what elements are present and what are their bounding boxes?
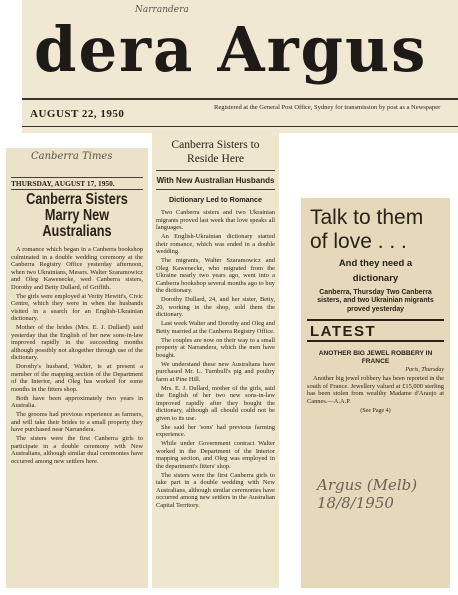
paragraph: Both have been approximately two years in Australia. [11, 394, 143, 409]
left-clipping [6, 148, 148, 588]
paragraph: While under Government contract Walter worked in the Department of the Interior mapping section, and Oleg was employed in the department's fitters' shop. [156, 440, 275, 470]
paragraph: The migrants, Walter Szaramowicz and Oleg Kawenecke, who migrated from the Ukraine nearly two years ago, went into a Canberra bookshop several months ago to buy the dictionary. [156, 257, 275, 294]
masthead-registration: Registered at the General Post Office, Sydney for transmission by post as a Newspaper [214, 104, 441, 111]
middle-subheading-2: Dictionary Led to Romance [168, 195, 263, 204]
middle-subheading: With New Australian Husbands [156, 176, 275, 185]
paragraph: The grooms had previous experience as farmers, and will take their brides to a small property they have purchased near Narrandera. [11, 411, 143, 433]
right-subheading: And they need a [338, 258, 413, 269]
paragraph: Last week Walter and Dorothy and Oleg and Betty married at the Canberra Registry Office. [156, 320, 275, 335]
paragraph: The sisters were the first Canberra girls to participate in a double ceremony with New Australians, although similar dual ceremonies have occurred among new settlers here. [11, 435, 143, 465]
paragraph: She said her 'sons' had previous farming experience. [156, 423, 275, 438]
middle-clipping [152, 130, 279, 588]
paragraph: We understand these new Australians have purchased Mr. L. Turnbull's pig and poultry farm at Pine Hill. [156, 360, 275, 383]
divider [156, 189, 275, 190]
left-headline: Canberra Sisters Marry New Australians [26, 191, 128, 240]
masthead-date: AUGUST 22, 1950 [30, 108, 125, 120]
paragraph: Dorothy Dullard, 24, and her sister, Betty, 20, working in the shop, sold them the dictionary. [156, 296, 275, 318]
paragraph: An English-Ukrainian dictionary started their romance, which was ended in a double wedding. [156, 233, 275, 255]
paragraph: The sisters were the first Canberra girls to take part in a double wedding with New Australians, although similar ceremonies have occurred among new settlers in the Australian Capital Territory. [156, 471, 275, 509]
paragraph: The couples are now on their way to a small property at Narrandera, which the men have bought. [156, 336, 275, 359]
jewel-dateline: Paris, Thursday [405, 367, 444, 374]
jewel-body: Another big jewel robbery has been reported in the south of France. Jewellery valued at £15,000 sterling has been stolen from wealthy Madame d'Araujo at Cannes.—A.A.P. [307, 375, 444, 405]
jewel-headline: ANOTHER BIG JEWEL ROBBERY IN FRANCE [318, 350, 433, 365]
paragraph: A romance which began in a Canberra bookshop culminated in a double wedding ceremony at the Canberra Registry Office yesterday afternoon, when two Ukrainians, Messrs. Walter Szaramowicz and Oleg Kawenecke, wed Canberra sisters, Dorothy and Betty Dullard, of Griffith. [11, 246, 143, 291]
latest-banner: LATEST [307, 319, 444, 342]
paragraph: Mother of the brides (Mrs. E. J. Dullard) said yesterday that the English of her new sons-in-law improved rapidly in the succeeding months although possibly not altogether through use of the dictionary. [11, 324, 143, 361]
left-date: THURSDAY, AUGUST 17, 1950. [11, 177, 143, 190]
right-subheading-2: dictionary [352, 273, 399, 284]
right-headline: Talk to them of love . . . [310, 206, 424, 253]
middle-article-body [156, 209, 275, 509]
right-clipping [301, 198, 450, 588]
jewel-page-reference: (See Page 4) [360, 407, 391, 414]
masthead-handwritten-note: Narrandera [135, 5, 189, 15]
paragraph: Dorothy's husband, Walter, is at present a member of the mapping section of the Department of the Interior, and Oleg has worked for some months in the fitters shop. [11, 363, 143, 393]
paragraph: The girls were employed at Verity Hewitt's, Civic Centre, which they were in when the husbands visited in a search for an English-Ukrainian dictionary. [11, 292, 143, 322]
masthead-title: dera Argus [34, 13, 428, 86]
paragraph: Two Canberra sisters and two Ukrainian migrants proved last week that love speaks all languages. [156, 209, 275, 231]
divider [156, 170, 275, 171]
right-handwritten-note: Argus (Melb) 18/8/1950 [317, 476, 418, 512]
masthead-rule [22, 98, 458, 100]
paragraph: Mrs. E. J. Dullard, mother of the girls, said the English of her two new sons-in-law improved rapidly after they bought the dictionary, although all chould could not be given to its use. [156, 384, 275, 422]
left-article-body [11, 246, 143, 465]
masthead-clipping [22, 0, 458, 133]
right-intro: Canberra, Thursday Two Canberra sisters, and two Ukrainian migrants proved yesterday [317, 289, 434, 313]
masthead-rule [22, 126, 458, 127]
middle-headline: Canberra Sisters to Reside Here [171, 138, 260, 165]
left-handwritten-note: Canberra Times [31, 151, 113, 162]
